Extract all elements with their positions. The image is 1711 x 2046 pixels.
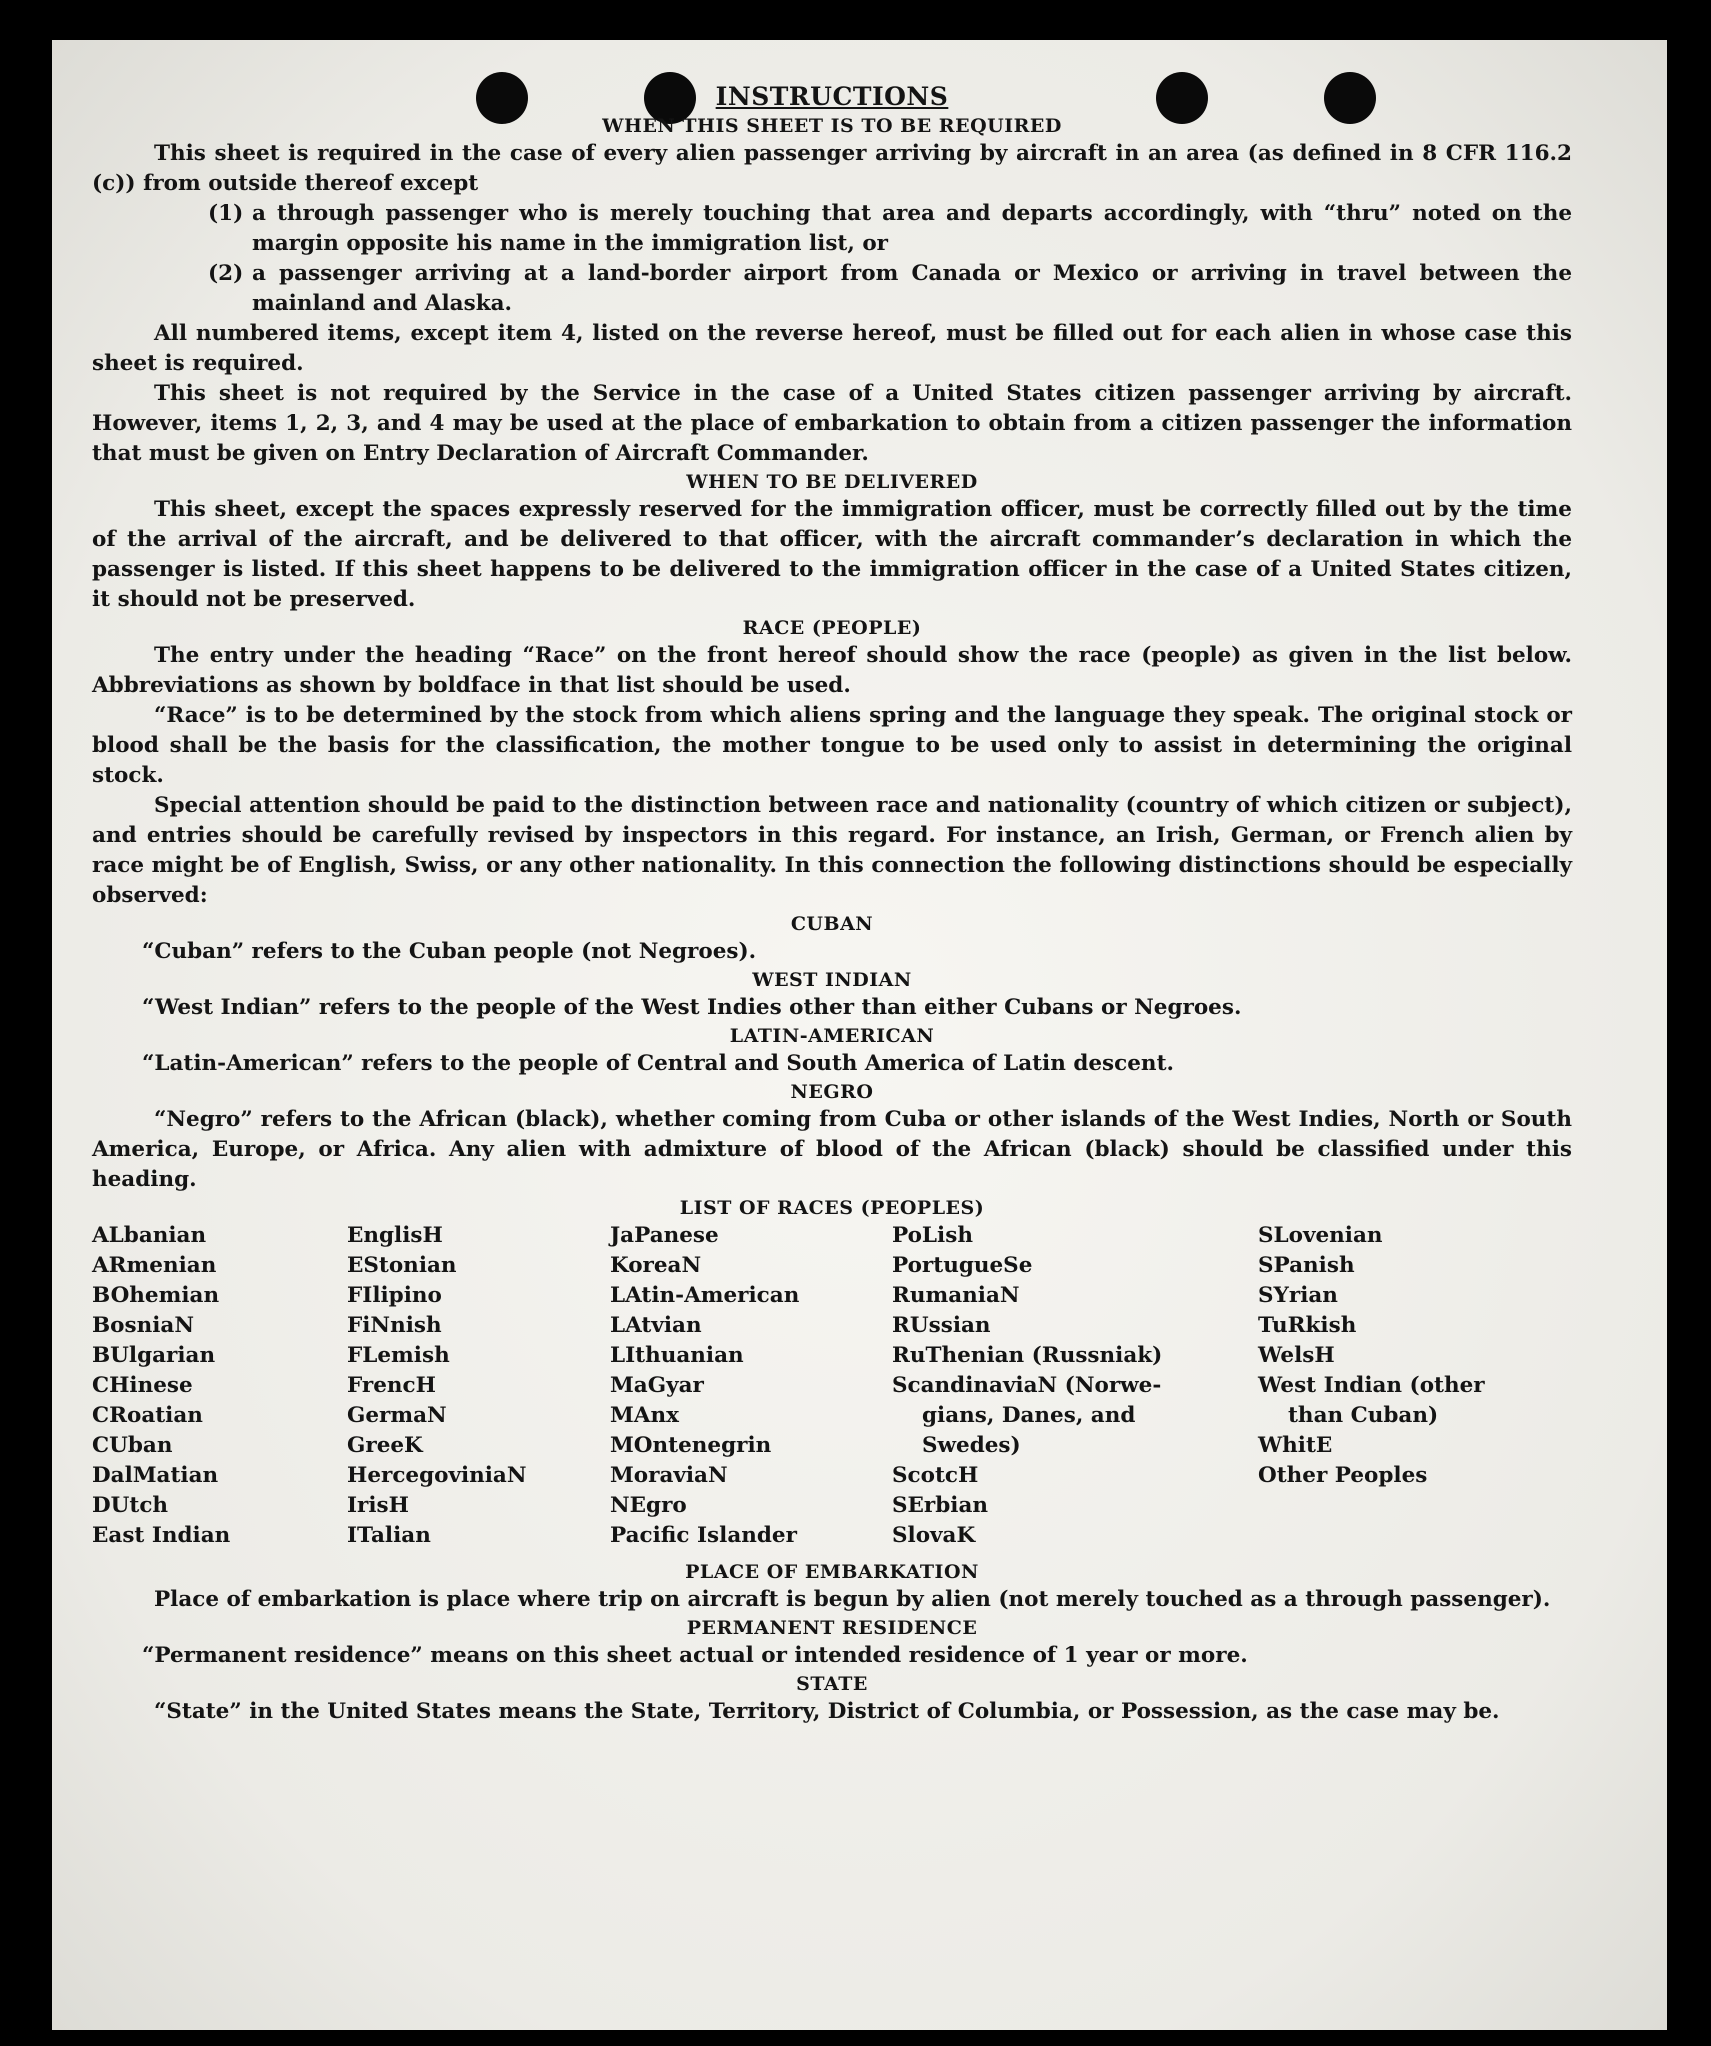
exception-item xyxy=(208,199,1572,259)
race-entry: East Indian xyxy=(92,1523,231,1548)
race-entry: Pacific Islander xyxy=(610,1523,797,1548)
race-entry: KoreaN xyxy=(610,1253,702,1278)
document-content xyxy=(92,82,1572,1727)
race-entry: MOntenegrin xyxy=(610,1433,772,1458)
race-entry: ScandinaviaN (Norwe- xyxy=(892,1373,1162,1398)
race-column xyxy=(347,1221,527,1551)
race-entry: Other Peoples xyxy=(1258,1463,1428,1488)
race-entry: GermaN xyxy=(347,1403,447,1428)
race-entry: CRoatian xyxy=(92,1403,203,1428)
latin-american-text: “Latin-American” refers to the people of Central and South America of Latin descent. xyxy=(142,1051,1174,1076)
race-entry: FrencH xyxy=(347,1373,436,1398)
race-entry: SPanish xyxy=(1258,1253,1355,1278)
exception-item xyxy=(208,259,1572,319)
race-column xyxy=(92,1221,230,1551)
heading-state: STATE xyxy=(796,1673,868,1695)
race-entry: ARmenian xyxy=(92,1253,217,1278)
race-entry: West Indian (other xyxy=(1258,1373,1485,1398)
state-text: “State” in the United States means the State, Territory, District of Columbia, or Possession, as the case may be. xyxy=(154,1699,1500,1724)
race-entry: BOhemian xyxy=(92,1283,220,1308)
race-entry: LIthuanian xyxy=(610,1343,744,1368)
race-entry: FLemish xyxy=(347,1343,450,1368)
cuban-text: “Cuban” refers to the Cuban people (not Negroes). xyxy=(142,939,757,964)
item-number: (1) xyxy=(208,201,244,226)
race-entry: PortugueSe xyxy=(892,1253,1033,1278)
race-entry: BUlgarian xyxy=(92,1343,216,1368)
race-entry: TuRkish xyxy=(1258,1313,1357,1338)
heading-race: RACE (PEOPLE) xyxy=(742,617,922,639)
race-entry: PoLish xyxy=(892,1223,973,1248)
race-entry: WhitE xyxy=(1258,1433,1333,1458)
heading-latin-american: LATIN-AMERICAN xyxy=(729,1025,935,1047)
race-para2: “Race” is to be determined by the stock from which aliens spring and the language they speak. The original stock or blood shall be the basis for the classification, the mother tongue to be used only to assist in determining the original stock. xyxy=(92,703,1572,788)
race-column xyxy=(610,1221,799,1551)
race-entry: DalMatian xyxy=(92,1463,219,1488)
race-entry-continued: than Cuban) xyxy=(1288,1403,1439,1428)
page-title: INSTRUCTIONS xyxy=(715,82,949,111)
heading-negro: NEGRO xyxy=(790,1081,874,1103)
race-entry: MoraviaN xyxy=(610,1463,728,1488)
race-entry: LAtin-American xyxy=(610,1283,800,1308)
race-entry: GreeK xyxy=(347,1433,423,1458)
heading-when-delivered: WHEN TO BE DELIVERED xyxy=(686,471,978,493)
race-entry: MAnx xyxy=(610,1403,679,1428)
race-column xyxy=(1258,1221,1485,1491)
heading-permanent-residence: PERMANENT RESIDENCE xyxy=(686,1617,978,1639)
race-entry: RUssian xyxy=(892,1313,991,1338)
race-entry: BosniaN xyxy=(92,1313,194,1338)
heading-place-of-embarkation: PLACE OF EMBARKATION xyxy=(685,1561,979,1583)
item-text: a through passenger who is merely touching that area and departs accordingly, with “thru” noted on the margin opposite his name in the immigration list, or xyxy=(252,201,1572,256)
race-entry: SLovenian xyxy=(1258,1223,1383,1248)
race-entry: DUtch xyxy=(92,1493,169,1518)
heading-when-required: WHEN THIS SHEET IS TO BE REQUIRED xyxy=(602,115,1062,137)
race-entry: RuThenian (Russniak) xyxy=(892,1343,1163,1368)
race-entry: JaPanese xyxy=(610,1223,719,1248)
race-column xyxy=(892,1221,1192,1551)
race-entry: EStonian xyxy=(347,1253,457,1278)
race-entry: SlovaK xyxy=(892,1523,976,1548)
race-entry: SErbian xyxy=(892,1493,989,1518)
race-entry: NEgro xyxy=(610,1493,687,1518)
negro-text: “Negro” refers to the African (black), whether coming from Cuba or other islands of the West Indies, North or South America, Europe, or Africa. Any alien with admixture of blood of the African (black) should be classified under this heading. xyxy=(92,1107,1572,1192)
race-entry: FIlipino xyxy=(347,1283,442,1308)
permanent-residence-text: “Permanent residence” means on this sheet actual or intended residence of 1 year or more. xyxy=(142,1643,1248,1668)
heading-cuban: CUBAN xyxy=(790,913,874,935)
race-entry: WelsH xyxy=(1258,1343,1335,1368)
race-entry: CUban xyxy=(92,1433,173,1458)
west-indian-text: “West Indian” refers to the people of the West Indies other than either Cubans or Negroes. xyxy=(142,995,1242,1020)
race-entry: SYrian xyxy=(1258,1283,1338,1308)
when-required-intro: This sheet is required in the case of every alien passenger arriving by aircraft in an area (as defined in 8 CFR 116.2 (c)) from outside thereof except xyxy=(92,141,1572,196)
race-entry: FiNnish xyxy=(347,1313,442,1338)
race-entry-continued: Swedes) xyxy=(922,1433,1021,1458)
race-entry: EnglisH xyxy=(347,1223,443,1248)
race-entry: HercegoviniaN xyxy=(347,1463,527,1488)
race-list xyxy=(92,1221,1572,1559)
race-entry-continued: gians, Danes, and xyxy=(922,1403,1136,1428)
race-para1: The entry under the heading “Race” on the front hereof should show the race (people) as given in the list below. Abbreviations as shown by boldface in that list should be used. xyxy=(92,643,1572,698)
when-required-para3: This sheet is not required by the Service in the case of a United States citizen passenger arriving by aircraft. However, items 1, 2, 3, and 4 may be used at the place of embarkation to obtain from a citizen passenger the information that must be given on Entry Declaration of Aircraft Commander. xyxy=(92,381,1572,466)
race-entry: ALbanian xyxy=(92,1223,207,1248)
race-para3: Special attention should be paid to the distinction between race and nationality (country of which citizen or subject), and entries should be carefully revised by inspectors in this regard. For instance, an Irish, German, or French alien by race might be of English, Swiss, or any other nationality. In this connection the following distinctions should be especially observed: xyxy=(92,793,1572,908)
race-entry: LAtvian xyxy=(610,1313,702,1338)
place-of-embarkation-text: Place of embarkation is place where trip on aircraft is begun by alien (not merely touched as a through passenger). xyxy=(154,1587,1551,1612)
when-delivered-text: This sheet, except the spaces expressly reserved for the immigration officer, must be correctly filled out by the time of the arrival of the aircraft, and be delivered to that officer, with the aircraft commander’s declaration in which the passenger is listed. If this sheet happens to be delivered to the immigration officer in the case of a United States citizen, it should not be preserved. xyxy=(92,497,1572,612)
race-entry: IrisH xyxy=(347,1493,409,1518)
item-number: (2) xyxy=(208,261,244,286)
heading-west-indian: WEST INDIAN xyxy=(752,969,912,991)
when-required-para2: All numbered items, except item 4, listed on the reverse hereof, must be filled out for each alien in whose case this sheet is required. xyxy=(92,321,1572,376)
race-entry: CHinese xyxy=(92,1373,193,1398)
race-entry: MaGyar xyxy=(610,1373,704,1398)
race-entry: RumaniaN xyxy=(892,1283,1020,1308)
heading-list-of-races: LIST OF RACES (PEOPLES) xyxy=(679,1197,985,1219)
race-entry: ScotcH xyxy=(892,1463,979,1488)
item-text: a passenger arriving at a land-border airport from Canada or Mexico or arriving in travel between the mainland and Alaska. xyxy=(252,261,1572,316)
race-entry: ITalian xyxy=(347,1523,431,1548)
